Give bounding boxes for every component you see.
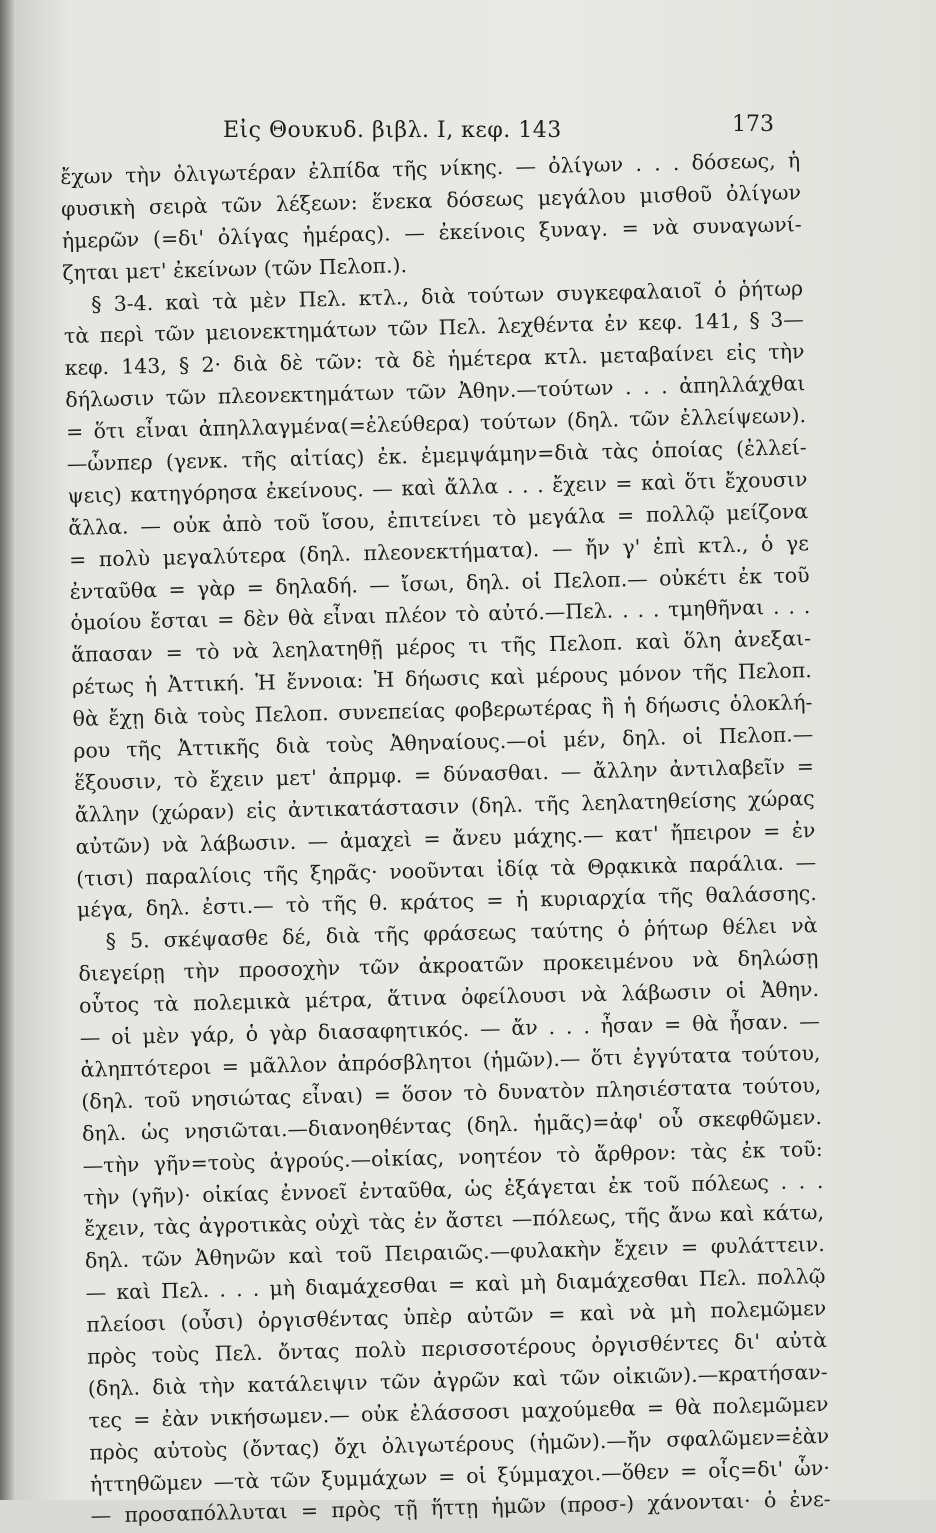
- book-spine-shadow: [0, 0, 14, 1500]
- text-line: αὐτῶν) νὰ λάβωσιν. — ἀμαχεὶ = ἄνευ μάχης.— κατ' ἤπειρον = ἐν: [75, 817, 816, 859]
- commentary-text: [60, 145, 831, 1533]
- text-line: ἔχων τὴν ὀλιγωτέραν ἐλπίδα τῆς νίκης. — ὀλίγων . . . δόσεως, ἡ: [60, 148, 801, 189]
- text-line: μέγα, δηλ. ἐστι.— τὸ τῆς θ. κράτος = ἡ κυριαρχία τῆς θαλάσσης.: [76, 881, 818, 923]
- text-line: ἄλλα. — οὐκ ἀπὸ τοῦ ἴσου, ἐπιτείνει τὸ μεγάλα = πολλῷ μείζονα: [68, 498, 809, 540]
- text-line: φυσικὴ σειρὰ τῶν λέξεων: ἕνεκα δόσεως μεγάλου μισθοῦ ὀλίγων: [60, 180, 802, 221]
- text-line: —ὧνπερ (γενκ. τῆς αἰτίας) ἐκ. ἐμεμψάμην=διὰ τὰς ὁποίας (ἐλλεί-: [66, 435, 807, 476]
- text-line: (δηλ. τοῦ νησιώτας εἶναι) = ὅσον τὸ δυνατὸν πλησιέστατα τούτου,: [81, 1072, 822, 1114]
- text-line: — οἱ μὲν γάρ, ὁ γὰρ διασαφητικός. — ἄν . . . ἦσαν = θὰ ἦσαν. —: [79, 1009, 820, 1050]
- text-line: = ὅτι εἶναι ἀπηλλαγμένα(=ἐλεύθερα) τούτων (δηλ. τῶν ἐλλείψεων).: [65, 403, 807, 445]
- text-line: ζηται μετ' ἐκείνων (τῶν Πελοπ.).: [62, 252, 408, 285]
- text-line: διεγείρῃ τὴν προσοχὴν τῶν ἀκροατῶν προκειμένου νὰ δηλώσῃ: [78, 945, 819, 987]
- text-line: θὰ ἔχῃ διὰ τοὺς Πελοπ. συνεπείας φοβερωτέρας ἢ ἡ δήωσις ὁλοκλή-: [72, 690, 813, 731]
- text-line: ἐνταῦθα = γὰρ = δηλαδή. — ἴσωι, δηλ. οἱ Πελοπ.— οὐκέτι ἐκ τοῦ: [69, 562, 810, 604]
- page-number: 173: [732, 112, 774, 137]
- text-line: οὗτος τὰ πολεμικὰ μέτρα, ἅτινα ὀφείλουσι νὰ λάβωσιν οἱ Ἀθην.: [78, 977, 820, 1018]
- text-line: ἡμερῶν (=δι' ὀλίγας ἡμέρας). — ἐκείνοις ξυναγ. = νὰ συναγωνί-: [61, 211, 802, 253]
- text-line: ψεις) κατηγόρησα ἐκείνους. — καὶ ἄλλα . . . ἔχειν = καὶ ὅτι ἔχουσιν: [67, 467, 808, 508]
- text-line: (δηλ. διὰ τὴν κατάλειψιν τῶν ἀγρῶν καὶ τῶν οἰκιῶν).—κρατήσαν-: [87, 1359, 828, 1401]
- text-line: δήλωσιν τῶν πλεονεκτημάτων τῶν Ἀθην.—τούτων . . . ἀπηλλάχθαι: [65, 371, 806, 413]
- text-line: πλείοσι (οὖσι) ὀργισθέντας ὑπὲρ αὐτῶν = καὶ νὰ μὴ πολεμῶμεν: [86, 1295, 827, 1337]
- paragraph-start-line: § 3-4. καὶ τὰ μὲν Πελ. κτλ., διὰ τούτων συγκεφαλαιοῖ ὁ ῥήτωρ: [90, 275, 804, 316]
- text-line: ἀληπτότεροι = μᾶλλον ἀπρόσβλητοι (ἡμῶν).— ὅτι ἐγγύτατα τούτου,: [80, 1040, 821, 1082]
- text-line: δηλ. ὡς νησιῶται.—διανοηθέντας (δηλ. ἡμᾶς)=ἀφ' οὗ σκεφθῶμεν.: [81, 1104, 823, 1146]
- text-line: κεφ. 143, § 2· διὰ δὲ τῶν: τὰ δὲ ἡμέτερα κτλ. μεταβαίνει εἰς τὴν: [64, 339, 805, 381]
- running-title: Εἰς Θουκυδ. βιβλ. Ι, κεφ. 143: [223, 118, 562, 143]
- text-line: τὰ περὶ τῶν μειονεκτημάτων τῶν Πελ. λεχθέντα ἐν κεφ. 141, § 3—: [63, 307, 805, 349]
- text-line: = πολὺ μεγαλύτερα (δηλ. πλεονεκτήματα). — ἤν γ' ἐπὶ κτλ., ὁ γε: [68, 530, 810, 572]
- text-line: δηλ. τῶν Ἀθηνῶν καὶ τοῦ Πειραιῶς.—φυλακὴν ἔχειν = φυλάττειν.: [84, 1232, 826, 1273]
- text-line: ὁμοίου ἔσται = δὲν θὰ εἶναι πλέον τὸ αὐτό.—Πελ. . . . τμηθῆναι . . .: [70, 594, 811, 636]
- text-line: ἄλλην (χώραν) εἰς ἀντικατάστασιν (δηλ. τῆς λεηλατηθείσης χώρας: [74, 785, 815, 827]
- text-line: ἅπασαν = τὸ νὰ λεηλατηθῇ μέρος τι τῆς Πελοπ. καὶ ὅλη ἀνεξαι-: [70, 626, 812, 668]
- text-line: — προσαπόλλυται = πρὸς τῇ ἥττῃ ἡμῶν (προσ-) χάνονται· ὁ ἐνε-: [90, 1487, 831, 1529]
- text-line: τὴν (γῆν)· οἰκίας ἐννοεῖ ἐνταῦθα, ὡς ἐξάγεται ἐκ τοῦ πόλεως . . .: [83, 1168, 824, 1210]
- text-line: ρέτως ἡ Ἀττική. Ἡ ἔννοια: Ἡ δήωσις καὶ μέρους μόνον τῆς Πελοπ.: [71, 658, 812, 700]
- text-line: ἔχειν, τὰς ἀγροτικὰς οὐχὶ τὰς ἐν ἄστει —πόλεως, τῆς ἄνω καὶ κάτω,: [83, 1200, 825, 1242]
- text-line: — καὶ Πελ. . . . μὴ διαμάχεσθαι = καὶ μὴ διαμάχεσθαι Πελ. πολλῷ: [85, 1264, 826, 1305]
- text-line: ἡττηθῶμεν —τὰ τῶν ξυμμάχων = οἱ ξύμμαχοι.—ὅθεν = οἷς=δι' ὧν·: [89, 1455, 831, 1497]
- paragraph-start-line: § 5. σκέψασθε δέ, διὰ τῆς φράσεως ταύτης ὁ ῥήτωρ θέλει νὰ: [105, 913, 818, 954]
- text-line: ρου τῆς Ἀττικῆς διὰ τοὺς Ἀθηναίους.—οἱ μέν, δηλ. οἱ Πελοπ.—: [73, 722, 814, 763]
- text-line: πρὸς αὐτοὺς (ὄντας) ὄχι ὀλιγωτέρους (ἡμῶν).—ἤν σφαλῶμεν=ἐὰν: [89, 1423, 830, 1465]
- text-line: πρὸς τοὺς Πελ. ὄντας πολὺ περισσοτέρους ὀργισθέντες δι' αὐτὰ: [86, 1327, 828, 1369]
- text-line: ἕξουσιν, τὸ ἔχειν μετ' ἀπρμφ. = δύνασθαι. — ἄλλην ἀντιλαβεῖν =: [73, 753, 815, 795]
- text-line: (τισι) παραλίοις τῆς ξηρᾶς· νοοῦνται ἰδίᾳ τὰ Θρᾳκικὰ παράλια. —: [75, 849, 817, 891]
- text-line: τες = ἐὰν νικήσωμεν.— οὐκ ἐλάσσοσι μαχούμεθα = θὰ πολεμῶμεν: [88, 1391, 829, 1433]
- text-line: —τὴν γῆν=τοὺς ἀγρούς.—οἰκίας, νοητέον τὸ ἄρθρον: τὰς ἐκ τοῦ:: [82, 1136, 823, 1178]
